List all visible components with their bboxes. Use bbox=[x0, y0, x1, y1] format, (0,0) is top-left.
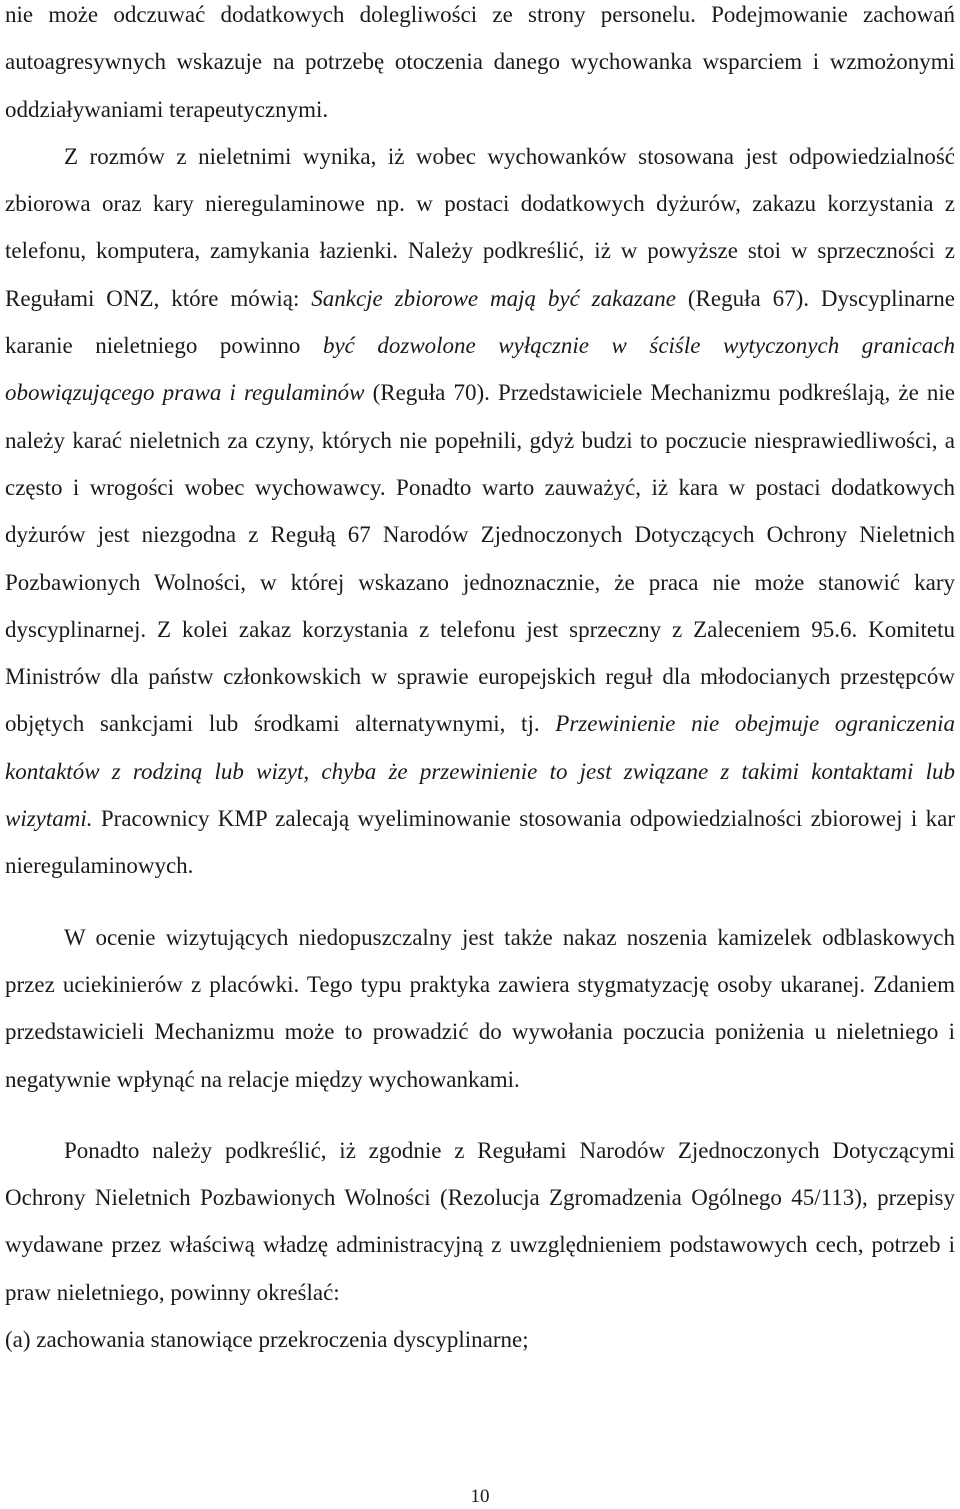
paragraph-2-quote-1: Sankcje zbiorowe mają być zakazane bbox=[311, 285, 677, 311]
paragraph-3-text: W ocenie wizytujących niedopuszczalny jest także nakaz noszenia kamizelek odblaskowych przez uciekinierów z placówki. Tego typu praktyka zawiera stygmatyzację osoby ukaranej. Zdaniem przedstawicieli Mechanizmu może to prowadzić do wywołania poczucia poniżenia u nieletniego i negatywnie wpłynąć na relacje między wychowankami. bbox=[5, 924, 955, 1092]
paragraph-4 bbox=[5, 1127, 955, 1316]
paragraph-2-text-4: Pracownicy KMP zalecają wyeliminowanie stosowania odpowiedzialności zbiorowej i kar nieregulaminowych. bbox=[5, 806, 955, 879]
list-item-a-text: (a) zachowania stanowiące przekroczenia dyscyplinarne; bbox=[5, 1327, 529, 1353]
paragraph-1-text: nie może odczuwać dodatkowych dolegliwości ze strony personelu. Podejmowanie zachowań autoagresywnych wskazuje na potrzebę otoczenia danego wychowanka wsparciem i wzmożonymi oddziaływaniami terapeutycznymi. bbox=[5, 2, 955, 122]
list-item-a bbox=[5, 1316, 955, 1363]
paragraph-2-text-2: (Reguła 67). Dyscyplinarne karanie nieletniego powinno bbox=[5, 285, 956, 359]
paragraph-2-quote-3: Przewinienie nie obejmuje ograniczenia kontaktów z rodziną lub wizyt, chyba że przewinienie to jest związane z takimi kontaktami lub wizytami. bbox=[5, 711, 956, 832]
paragraph-2-text-3: (Reguła 70). Przedstawiciele Mechanizmu podkreślają, że nie należy karać nieletnich za czyny, których nie popełnili, gdyż budzi to poczucie niesprawiedliwości, a często i wrogości wobec wychowawcy. Ponadto warto zauważyć, iż kara w postaci dodatkowych dyżurów jest niezgodna z Regułą 67 Narodów Zjednoczonych Dotyczących Ochrony Nieletnich Pozbawionych Wolności, w której wskazano jednoznacznie, że praca nie może stanowić kary dyscyplinarnej. Z kolei zakaz korzystania z telefonu jest sprzeczny z Zaleceniem 95.6. Komitetu Ministrów dla państw członkowskich w sprawie europejskich reguł dla młodocianych przestępców objętych sankcjami lub środkami alternatywnymi, tj. bbox=[5, 380, 955, 737]
paragraph-2-quote-2: być dozwolone wyłącznie w ściśle wytyczonych granicach obowiązującego prawa i regulaminów bbox=[5, 333, 955, 406]
paragraph-3 bbox=[5, 914, 955, 1103]
page-number: 10 bbox=[470, 1486, 490, 1507]
paragraph-4-text: Ponadto należy podkreślić, iż zgodnie z Regułami Narodów Zjednoczonych Dotyczącymi Ochrony Nieletnich Pozbawionych Wolności (Rezolucja Zgromadzenia Ogólnego 45/113), przepisy wydawane przez właściwą władzę administracyjną z uwzględnieniem podstawowych cech, potrzeb i praw nieletniego, powinny określać: bbox=[5, 1137, 955, 1305]
paragraph-spacer bbox=[5, 890, 955, 914]
paragraph-spacer bbox=[5, 1103, 955, 1127]
paragraph-2-text-1: Z rozmów z nieletnimi wynika, iż wobec wychowanków stosowana jest odpowiedzialność zbiorowa oraz kary nieregulaminowe np. w postaci dodatkowych dyżurów, zakazu korzystania z telefonu, komputera, zamykania łazienki. Należy podkreślić, iż w powyższe stoi w sprzeczności z Regułami ONZ, które mówią: bbox=[5, 143, 955, 311]
paragraph-1 bbox=[5, 0, 955, 133]
paragraph-2 bbox=[5, 133, 955, 890]
document-page bbox=[5, 0, 955, 1363]
